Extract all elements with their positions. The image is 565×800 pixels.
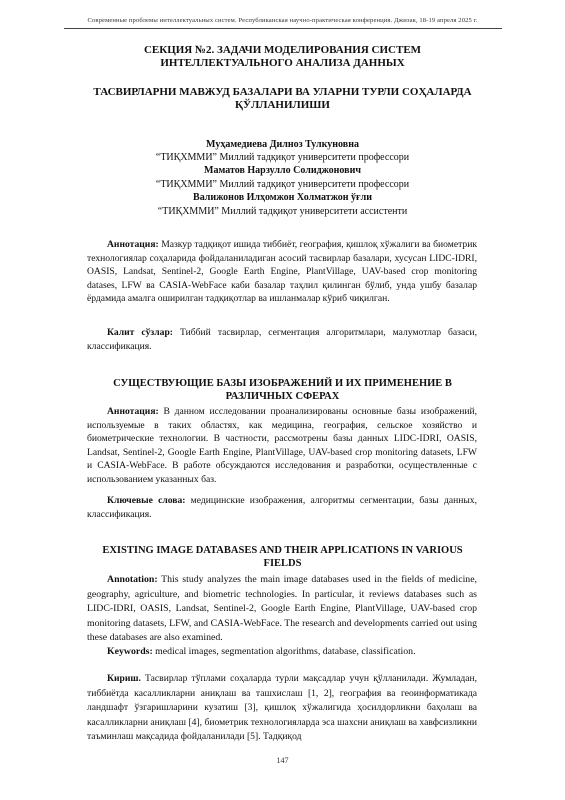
ru-abstract — [87, 405, 477, 486]
paper-title-line2: ҚЎЛЛАНИЛИШИ — [235, 99, 330, 111]
section-title-line1: СЕКЦИЯ №2. ЗАДАЧИ МОДЕЛИРОВАНИЯ СИСТЕМ — [143, 44, 422, 56]
en-abstract — [87, 573, 477, 646]
author-name-2: Маматов Нарзулло Солиджонович — [204, 165, 361, 176]
en-keywords-label: Keywords: — [107, 646, 153, 657]
en-title-line2: FIELDS — [263, 558, 302, 569]
ru-title-line2: РАЗЛИЧНЫХ СФЕРАХ — [225, 391, 340, 402]
uz-abstract-text: Мазкур тадқиқот ишида тиббиёт, география, қишлоқ хўжалиги ва биометрик технологиялар соҳаларида фойдаланиладиган асосий тасвирлар базалари, хусусан LIDC-IDRI, OASIS, Landsat, Sentinel-2, Google Earth Engine, PlantVillage, UAV-based crop monitoring datases, LFW ва CASIA-WebFace каби базалар таҳлил қилинган бўлиб, унда ушбу базалар ёрдамида амалга оширилган тадқиқотлар ва ишланмалар кўриб чиқилган. — [87, 239, 477, 304]
uz-keywords-text: Тиббий тасвирлар, сегментация алгоритмлари, малумотлар базаси, классификация. — [87, 327, 477, 352]
ru-keywords-label: Ключевые слова: — [107, 495, 186, 506]
ru-abstract-text: В данном исследовании проанализированы основные базы изображений, используемые в таких областях, как медицина, география, сельское хозяйство и биометрические технологии. В частности, рассмотрены базы данных LIDC-IDRI, OASIS, Landsat, Sentinel-2, Google Earth Engine, PlantVillage, UAV-based crop monitoring datasets, LFW и CASIA-WebFace. В работе обсуждаются исследования и разработки, осуществленные с использованием указанных баз. — [87, 406, 477, 485]
paper-title-line1: ТАСВИРЛАРНИ МАВЖУД БАЗАЛАРИ ВА УЛАРНИ ТУРЛИ СОҲАЛАРДА — [93, 86, 472, 98]
uz-abstract-label: Аннотация: — [107, 239, 159, 250]
author-name-3: Валижонов Илҳомжон Холматжон ўғли — [193, 192, 372, 203]
en-title-line1: EXISTING IMAGE DATABASES AND THEIR APPLICATIONS IN VARIOUS — [102, 545, 463, 556]
intro-label: Кириш. — [107, 673, 141, 684]
ru-keywords — [87, 494, 477, 521]
ru-abstract-label: Аннотация: — [107, 406, 159, 417]
uz-abstract — [87, 238, 477, 306]
running-header: Современные проблемы интеллектуальных систем. Республиканская научно-практическая конференция. Джизак, 18-19 апреля 2025 г. — [87, 17, 478, 24]
en-keywords — [87, 645, 477, 659]
ru-title-line1: СУЩЕСТВУЮЩИЕ БАЗЫ ИЗОБРАЖЕНИЙ И ИХ ПРИМЕНЕНИЕ В — [113, 378, 452, 389]
author-affiliation-1: “ТИҚХММИ” Миллий тадқиқот университети профессори — [155, 152, 410, 163]
section-title-line2: ИНТЕЛЛЕКТУАЛЬНОГО АНАЛИЗА ДАННЫХ — [160, 57, 405, 69]
en-abstract-text: This study analyzes the main image databases used in the fields of medicine, geography, agriculture, and biometric technologies. In particular, it reviews databases such as LIDC-IDRI, OASIS, Landsat, Sentinel-2, Google Earth Engine, PlantVillage, UAV-based crop monitoring datasets, LFW, and CASIA-WebFace. The research and developments carried out using these databases are also examined. — [87, 574, 477, 643]
header-rule — [64, 28, 502, 29]
uz-keywords-label: Калит сўзлар: — [107, 327, 173, 338]
uz-keywords — [87, 326, 477, 353]
author-affiliation-2: “ТИҚХММИ” Миллий тадқиқот университети профессори — [155, 179, 410, 190]
author-affiliation-3: “ТИҚХММИ” Миллий тадқиқот университети ассистенти — [157, 206, 408, 217]
intro-text: Тасвирлар тўплами соҳаларда турли мақсадлар учун қўлланилади. Жумладан, тиббиётда касалликларни аниқлаш ва ташхислаш [1, 2], география ва геоинформатикада ландшафт ўзгаришларини кузатиш [3], қишлоқ хўжалигида ҳосилдорликни баҳолаш ва касалликларни аниқлаш [4], биометрик технологияларда эса шахсни аниқлаш ва хавфсизликни таъминлаш мақсадида фойдаланилади [5]. Тадқиқод — [87, 673, 477, 742]
page-number: 147 — [276, 756, 289, 765]
author-name-1: Муҳамедиева Дилноз Тулкуновна — [206, 139, 359, 150]
ru-keywords-text: медицинские изображения, алгоритмы сегментации, базы данных, классификация. — [87, 495, 477, 520]
en-abstract-label: Annotation: — [107, 574, 158, 585]
intro-paragraph — [87, 672, 477, 745]
en-keywords-text: medical images, segmentation algorithms, database, classification. — [152, 646, 416, 657]
